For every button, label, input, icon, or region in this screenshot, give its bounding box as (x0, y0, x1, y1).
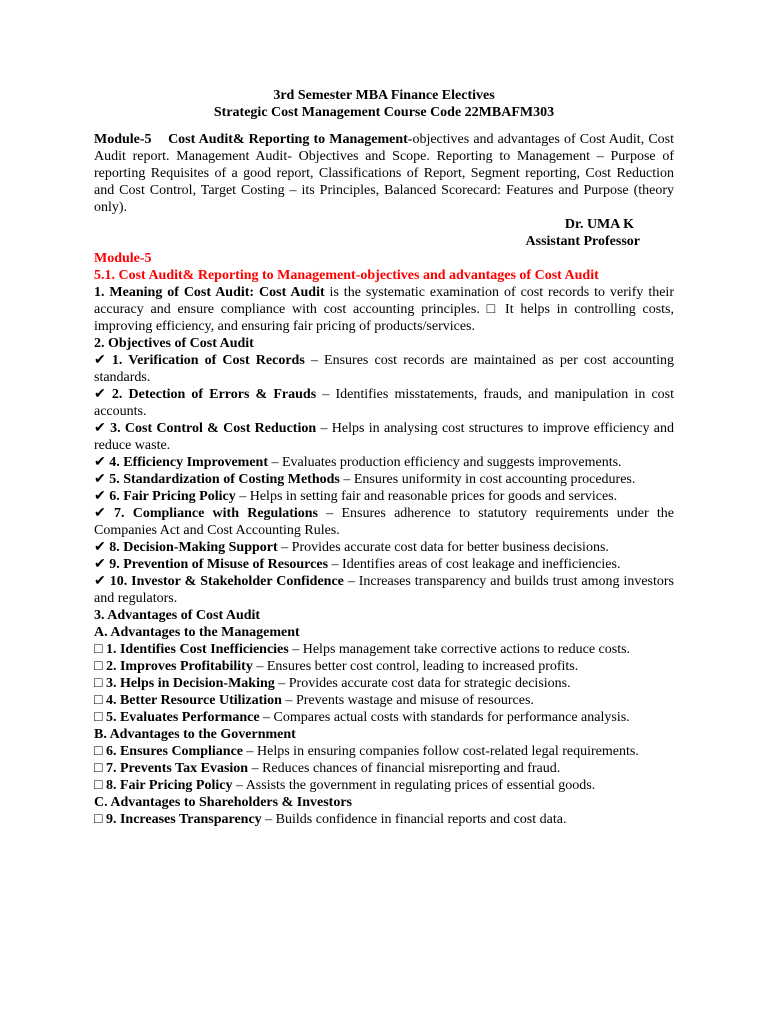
box-icon: □ (94, 761, 103, 776)
list-item-title: 10. Investor & Stakeholder Confidence (109, 574, 344, 589)
list-item-title: 3. Cost Control & Cost Reduction (110, 421, 317, 436)
list-item (94, 505, 674, 539)
list-item-title: 5. Standardization of Costing Methods (109, 472, 340, 487)
list-item-text: – Helps in analysing cost structures to improve efficiency and reduce waste. (94, 421, 675, 453)
checkmark-icon: ✔ (94, 489, 106, 504)
list-item (94, 658, 674, 675)
list-item (94, 675, 674, 692)
checkmark-icon: ✔ (94, 421, 106, 436)
list-item (94, 709, 674, 726)
header-line-1: 3rd Semester MBA Finance Electives (273, 88, 495, 103)
list-item-text: – Ensures cost records are maintained as per cost accounting standards. (94, 353, 674, 385)
adv-shareholders-heading: C. Advantages to Shareholders & Investors (94, 795, 352, 810)
objectives-list (94, 352, 674, 607)
list-item-text: – Helps in ensuring companies follow cost-related legal requirements. (243, 744, 639, 759)
header-line-2: Strategic Cost Management Course Code 22MBAFM303 (213, 105, 555, 120)
list-item (94, 488, 674, 505)
syllabus-module-label: Module-5 (94, 132, 152, 147)
document-content (94, 87, 674, 828)
list-item-text: – Increases transparency and builds trust among investors and regulators. (94, 574, 674, 606)
syllabus-paragraph (94, 131, 674, 216)
adv-management-heading: A. Advantages to the Management (94, 625, 300, 640)
list-item-title: 1. Identifies Cost Inefficiencies (105, 642, 289, 657)
list-item (94, 811, 674, 828)
list-item-text: – Helps in setting fair and reasonable prices for goods and services. (235, 489, 618, 504)
list-item (94, 454, 674, 471)
list-item-title: 5. Evaluates Performance (105, 710, 260, 725)
box-icon: □ (94, 659, 103, 674)
adv-government-heading: B. Advantages to the Government (94, 727, 296, 742)
meaning-paragraph (94, 284, 674, 335)
checkmark-icon: ✔ (94, 353, 106, 368)
list-item-text: – Provides accurate cost data for better business decisions. (277, 540, 609, 555)
list-item-title: 4. Efficiency Improvement (109, 455, 268, 470)
list-item-title: 1. Verification of Cost Records (111, 353, 305, 368)
list-item (94, 573, 674, 607)
list-item-title: 9. Prevention of Misuse of Resources (109, 557, 329, 572)
list-item-text: – Ensures uniformity in cost accounting procedures. (339, 472, 636, 487)
list-item-title: 7. Compliance with Regulations (113, 506, 319, 521)
checkmark-icon: ✔ (94, 557, 106, 572)
list-item-text: – Assists the government in regulating prices of essential goods. (232, 778, 596, 793)
advantages-heading: 3. Advantages of Cost Audit (94, 608, 261, 623)
list-item-text: – Evaluates production efficiency and suggests improvements. (268, 455, 622, 470)
list-item-title: 6. Ensures Compliance (105, 744, 244, 759)
list-item-text: – Prevents wastage and misuse of resources. (281, 693, 534, 708)
syllabus-title: Cost Audit& Reporting to Management (168, 132, 408, 147)
list-item-title: 8. Fair Pricing Policy (105, 778, 233, 793)
syllabus-text: -objectives and advantages of Cost Audit, Cost Audit report. Management Audit- Objectives and Scope. Reporting to Management – Purpose of reporting Requisites of a good report, Classifications of Report, Segment reporting, Cost Reduction and Cost Control, Target Costing – its Principles, Balanced Scorecard: Features and Purpose (theory only). (94, 132, 674, 215)
list-item-title: 4. Better Resource Utilization (105, 693, 282, 708)
checkmark-icon: ✔ (94, 506, 106, 521)
box-icon: □ (94, 778, 103, 793)
list-item-title: 2. Detection of Errors & Frauds (111, 387, 317, 402)
checkmark-icon: ✔ (94, 472, 106, 487)
box-icon: □ (94, 744, 103, 759)
box-icon: □ (94, 642, 103, 657)
list-item-text: – Identifies misstatements, frauds, and manipulation in cost accounts. (94, 387, 675, 419)
list-item-text: – Provides accurate cost data for strategic decisions. (274, 676, 571, 691)
list-item (94, 352, 674, 386)
list-item-title: 2. Improves Profitability (105, 659, 253, 674)
list-item-text: – Identifies areas of cost leakage and inefficiencies. (328, 557, 621, 572)
list-item-text: – Compares actual costs with standards for performance analysis. (259, 710, 630, 725)
adv-management-list (94, 641, 674, 726)
list-item-text: – Reduces chances of financial misreporting and fraud. (248, 761, 561, 776)
list-item-title: 9. Increases Transparency (105, 812, 262, 827)
checkmark-icon: ✔ (94, 387, 106, 402)
objectives-heading: 2. Objectives of Cost Audit (94, 336, 254, 351)
meaning-title: 1. Meaning of Cost Audit: Cost Audit (94, 285, 325, 300)
list-item (94, 743, 674, 760)
list-item (94, 777, 674, 794)
box-icon: □ (94, 710, 103, 725)
list-item (94, 471, 674, 488)
list-item-text: – Ensures adherence to statutory requirements under the Companies Act and Cost Accounting Rules. (94, 506, 674, 538)
list-item-text: – Builds confidence in financial reports and cost data. (261, 812, 567, 827)
list-item-title: 8. Decision-Making Support (109, 540, 278, 555)
section-heading: 5.1. Cost Audit& Reporting to Management-objectives and advantages of Cost Audit (94, 268, 599, 283)
author-title: Assistant Professor (525, 234, 640, 249)
list-item (94, 420, 674, 454)
checkmark-icon: ✔ (94, 455, 106, 470)
list-item-title: 3. Helps in Decision-Making (105, 676, 275, 691)
list-item (94, 556, 674, 573)
list-item-text: – Ensures better cost control, leading to increased profits. (252, 659, 579, 674)
meaning-text: is the systematic examination of cost records to verify their accuracy and ensure compliance with cost accounting principles. □ It helps in controlling costs, improving efficiency, and ensuring fair pricing of products/services. (94, 285, 674, 334)
box-icon: □ (94, 693, 103, 708)
checkmark-icon: ✔ (94, 540, 106, 555)
list-item (94, 641, 674, 658)
list-item (94, 386, 674, 420)
box-icon: □ (94, 812, 103, 827)
list-item-title: 7. Prevents Tax Evasion (105, 761, 249, 776)
list-item (94, 760, 674, 777)
module-heading: Module-5 (94, 251, 152, 266)
list-item-title: 6. Fair Pricing Policy (109, 489, 236, 504)
author-name: Dr. UMA K (564, 217, 634, 232)
box-icon: □ (94, 676, 103, 691)
checkmark-icon: ✔ (94, 574, 106, 589)
adv-shareholders-list (94, 811, 674, 828)
list-item-text: – Helps management take corrective actions to reduce costs. (288, 642, 631, 657)
list-item (94, 539, 674, 556)
adv-government-list (94, 743, 674, 794)
list-item (94, 692, 674, 709)
